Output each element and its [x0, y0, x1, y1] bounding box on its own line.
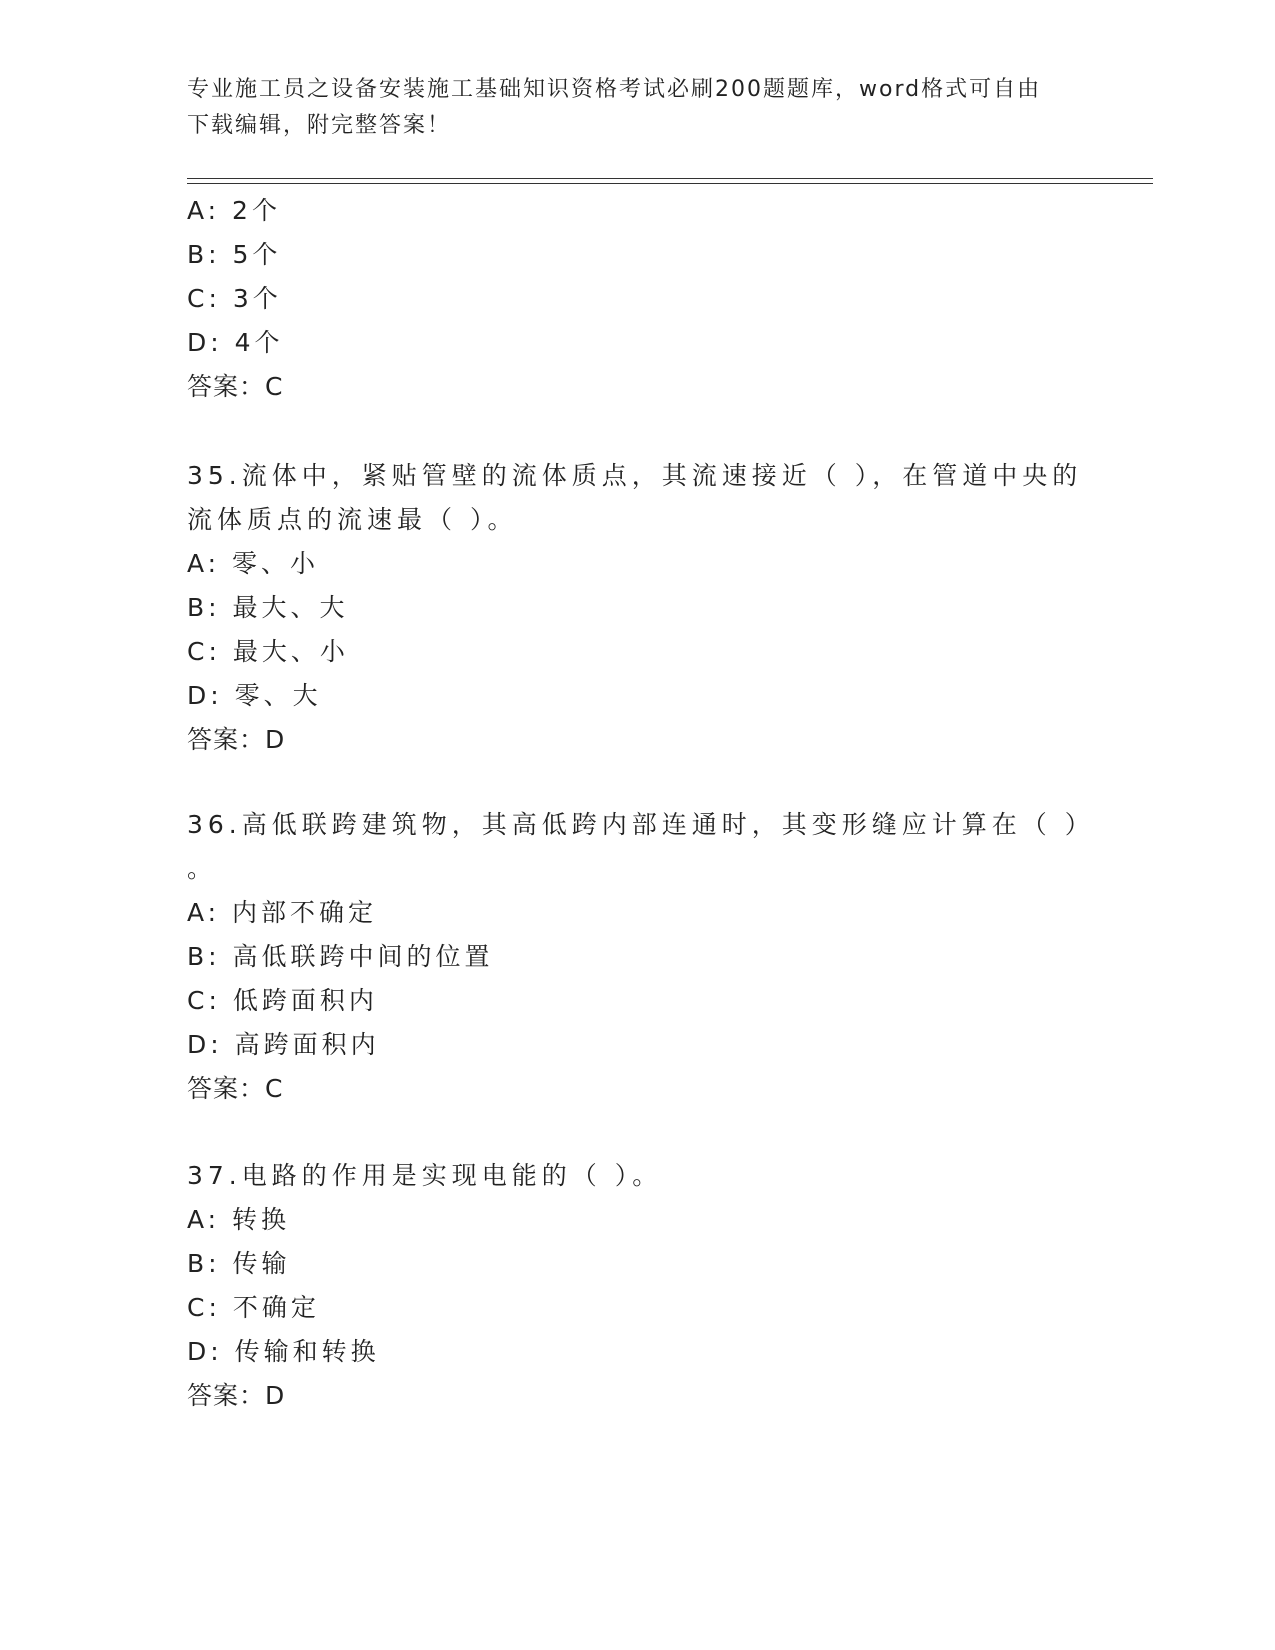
- q37-option-c: C: 不确定: [187, 1293, 320, 1322]
- q36-answer: 答案：C: [187, 1074, 284, 1103]
- q35-stem-line-2: 流体质点的流速最（ ）。: [187, 505, 518, 534]
- q36-stem-line-1: 36.高低联跨建筑物，其高低跨内部连通时，其变形缝应计算在（ ）: [187, 810, 1095, 839]
- header-line-2: 下载编辑，附完整答案！: [187, 113, 452, 138]
- header-line-1: 专业施工员之设备安装施工基础知识资格考试必刷200题题库，word格式可自由: [187, 77, 1042, 102]
- header-divider-bottom: [187, 183, 1153, 184]
- q35-stem-line-1: 35.流体中，紧贴管壁的流体质点，其流速接近（ ），在管道中央的: [187, 461, 1083, 490]
- q34-answer: 答案：C: [187, 372, 284, 401]
- q34-option-a: A: 2个: [187, 196, 281, 225]
- q36-option-a: A: 内部不确定: [187, 898, 378, 927]
- q35-option-b: B: 最大、大: [187, 593, 349, 622]
- q35-answer: 答案：D: [187, 725, 286, 754]
- q37-option-b: B: 传输: [187, 1249, 291, 1278]
- q36-option-c: C: 低跨面积内: [187, 986, 378, 1015]
- q36-stem-line-2: 。: [187, 854, 218, 883]
- q35-option-c: C: 最大、小: [187, 637, 349, 666]
- q37-answer: 答案：D: [187, 1381, 286, 1410]
- q34-option-b: B: 5个: [187, 240, 282, 269]
- q37-option-d: D: 传输和转换: [187, 1337, 380, 1366]
- q35-option-a: A: 零、小: [187, 549, 320, 578]
- q37-option-a: A: 转换: [187, 1205, 291, 1234]
- header-divider-top: [187, 178, 1153, 179]
- q37-stem-line-1: 37.电路的作用是实现电能的（ ）。: [187, 1161, 663, 1190]
- q36-option-b: B: 高低联跨中间的位置: [187, 942, 494, 971]
- document-header: [187, 72, 1087, 144]
- q36-option-d: D: 高跨面积内: [187, 1030, 380, 1059]
- q34-option-c: C: 3个: [187, 284, 282, 313]
- q35-option-d: D: 零、大: [187, 681, 322, 710]
- q34-option-d: D: 4个: [187, 328, 284, 357]
